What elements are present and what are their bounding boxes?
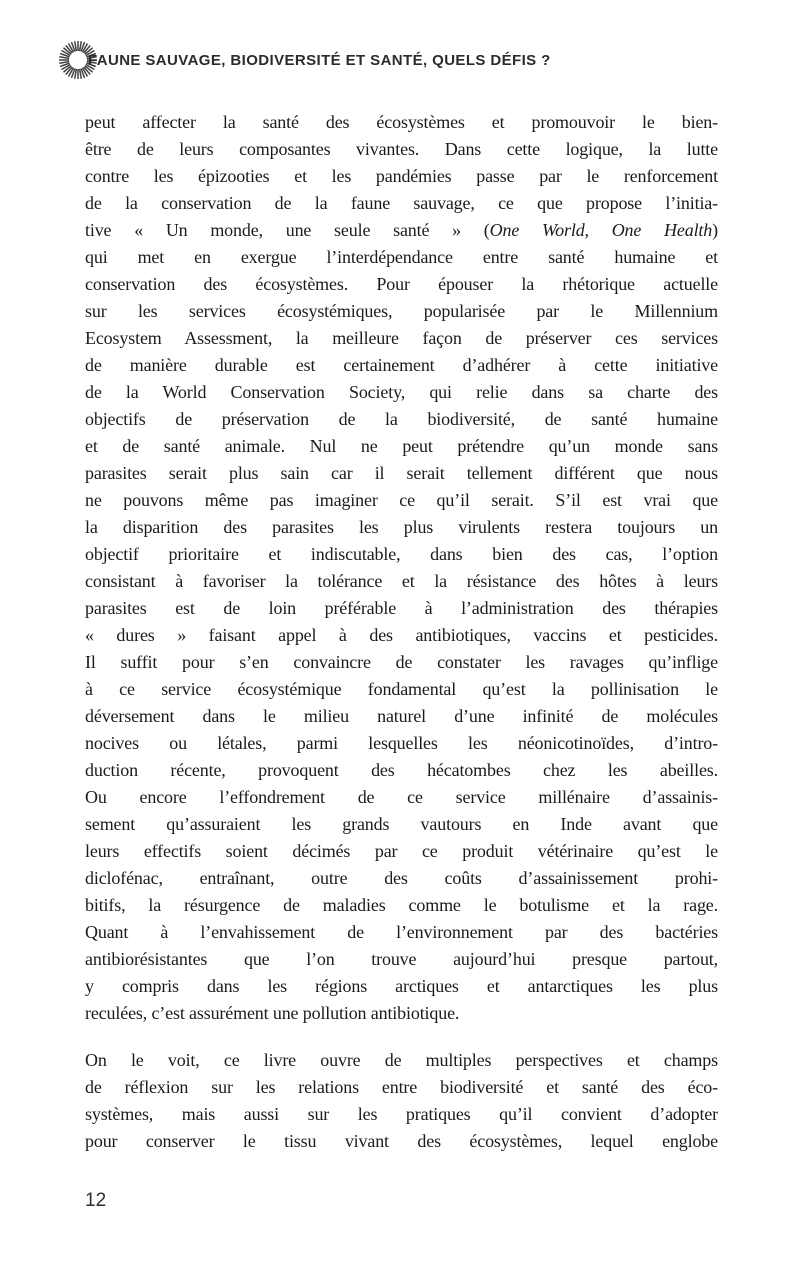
text-line: de la World Conservation Society, qui relie dans sa charte des <box>85 382 718 402</box>
text-line: nocives ou létales, parmi lesquelles les néonicotinoïdes, d’intro- <box>85 733 718 753</box>
text-line: sur les services écosystémiques, popularisée par le Millennium <box>85 301 718 321</box>
text-line: de la conservation de la faune sauvage, ce que propose l’initia- <box>85 193 718 213</box>
text-line: objectif prioritaire et indiscutable, dans bien des cas, l’option <box>85 544 718 564</box>
text-line: bitifs, la résurgence de maladies comme le botulisme et la rage. <box>85 895 718 915</box>
text-line: diclofénac, entraînant, outre des coûts d’assainissement prohi- <box>85 868 718 888</box>
text-line: consistant à favoriser la tolérance et la résistance des hôtes à leurs <box>85 571 718 591</box>
text-line: leurs effectifs soient décimés par ce produit vétérinaire qu’est le <box>85 841 718 861</box>
paragraph <box>85 1047 718 1155</box>
body-text <box>85 109 718 1155</box>
text-line: objectifs de préservation de la biodiversité, de santé humaine <box>85 409 718 429</box>
text-line: contre les épizooties et les pandémies passe par le renforcement <box>85 166 718 186</box>
text-line: pour conserver le tissu vivant des écosystèmes, lequel englobe <box>85 1131 718 1151</box>
text-line: Il suffit pour s’en convaincre de constater les ravages qu’inflige <box>85 652 718 672</box>
text-line: ne pouvons même pas imaginer ce qu’il serait. S’il est vrai que <box>85 490 718 510</box>
text-line: tive « Un monde, une seule santé » (One World, One Health) <box>85 220 718 240</box>
text-line: à ce service écosystémique fondamental qu’est la pollinisation le <box>85 679 718 699</box>
text-line: déversement dans le milieu naturel d’une infinité de molécules <box>85 706 718 726</box>
text-line: systèmes, mais aussi sur les pratiques qu’il convient d’adopter <box>85 1104 718 1124</box>
text-line: Ecosystem Assessment, la meilleure façon de préserver ces services <box>85 328 718 348</box>
text-line: conservation des écosystèmes. Pour épouser la rhétorique actuelle <box>85 274 718 294</box>
text-line: parasites est de loin préférable à l’administration des thérapies <box>85 598 718 618</box>
text-line: de manière durable est certainement d’adhérer à cette initiative <box>85 355 718 375</box>
text-line: reculées, c’est assurément une pollution antibiotique. <box>85 1003 460 1023</box>
text-line: Ou encore l’effondrement de ce service millénaire d’assainis- <box>85 787 718 807</box>
text-line: de réflexion sur les relations entre biodiversité et santé des éco- <box>85 1077 718 1097</box>
text-line: la disparition des parasites les plus virulents restera toujours un <box>85 517 718 537</box>
paragraph <box>85 109 718 1027</box>
running-header <box>56 38 551 82</box>
text-line: Quant à l’envahissement de l’environnement par des bactéries <box>85 922 718 942</box>
text-line: qui met en exergue l’interdépendance entre santé humaine et <box>85 247 718 267</box>
text-line: duction récente, provoquent des hécatombes chez les abeilles. <box>85 760 718 780</box>
text-line: On le voit, ce livre ouvre de multiples perspectives et champs <box>85 1050 718 1070</box>
text-line: et de santé animale. Nul ne peut prétendre qu’un monde sans <box>85 436 718 456</box>
header-title: FAUNE SAUVAGE, BIODIVERSITÉ ET SANTÉ, QUELS DÉFIS ? <box>88 51 551 69</box>
text-line: être de leurs composantes vivantes. Dans cette logique, la lutte <box>85 139 718 159</box>
page-number: 12 <box>85 1190 107 1211</box>
text-line: sement qu’assuraient les grands vautours en Inde avant que <box>85 814 718 834</box>
text-line: y compris dans les régions arctiques et antarctiques les plus <box>85 976 718 996</box>
text-line: « dures » faisant appel à des antibiotiques, vaccins et pesticides. <box>85 625 718 645</box>
text-line: parasites serait plus sain car il serait tellement différent que nous <box>85 463 718 483</box>
text-line: antibiorésistantes que l’on trouve aujourd’hui presque partout, <box>85 949 718 969</box>
text-line: peut affecter la santé des écosystèmes et promouvoir le bien- <box>85 112 718 132</box>
